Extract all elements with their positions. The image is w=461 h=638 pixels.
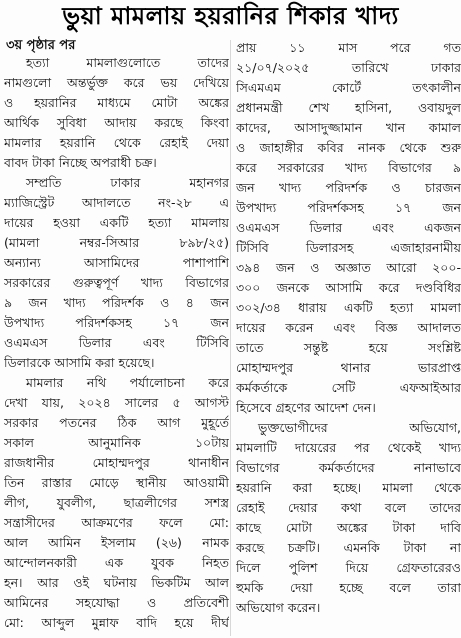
text-line: হন। আর ওই ঘটনায় ভিকটিম আল (4, 575, 229, 590)
text-line: সন্ত্রাসীদের আক্রমণের ফলে মো: (4, 515, 229, 530)
text-line: করে সরকারের খাদ্য বিভাগের ৯ (236, 160, 461, 175)
text-line: মামলাটি দায়েরের পর থেকেই খাদ্য (236, 440, 461, 455)
text-line: ম্যাজিস্ট্রেট আদালতে নং-২৮ এ (4, 195, 229, 210)
text-line: মোহাম্মদপুর থানার ভারপ্রাপ্ত (236, 360, 461, 375)
text-line: জন খাদ্য পরিদর্শক ও চারজন (236, 180, 461, 195)
text-line: হত্যা মামলাগুলোতে তাদের (26, 55, 229, 70)
text-line: ও জাহাঙ্গীর কবির নানক থেকে শুরু (236, 140, 461, 155)
text-line: ডিলারকে আসামি করা হয়েছে। (4, 355, 155, 370)
text-line: প্রধানমন্ত্রী শেখ হাসিনা, ওবায়দুল (236, 100, 461, 115)
text-line: সম্প্রতি ঢাকার মহানগর (26, 175, 229, 190)
text-line: বাবদ টাকা নিচ্ছে অপরাধী চক্র। (4, 155, 157, 170)
text-line: তিন রাস্তার মোড়ে স্থানীয় আওয়ামী (4, 475, 229, 490)
text-line: হুমকি দেয়া হচ্ছে বলে তারা (236, 580, 461, 595)
paragraph (4, 173, 229, 373)
text-line: লীগ, যুবলীগ, ছাত্রলীগের সশস্ত্র (4, 495, 229, 510)
text-line: দিলে পুলিশ দিয়ে গ্রেফতারেরও (236, 560, 461, 575)
headline: ভুয়া মামলায় হয়রানির শিকার খাদ্য (62, 2, 399, 30)
text-line: তাতে সন্তুষ্ট হয়ে সংশ্লিষ্ট (236, 340, 461, 355)
text-line: ২১/০৭/২০২৫ তারিখে ঢাকার (236, 60, 461, 75)
text-line: অভিযোগ করেন। (236, 600, 321, 615)
text-line: উপখাদ্য পরিদর্শকসহ ১৭ জন (4, 315, 229, 330)
right-column-body (236, 38, 461, 618)
text-line: কাছে মোটা অঙ্কের টাকা দাবি (236, 520, 461, 535)
text-line: দায়ের হওয়া একটি হত্যা মামলায় (4, 215, 229, 230)
right-column (236, 38, 461, 618)
continuation-kicker: ৩য় পৃষ্ঠার পর (6, 38, 76, 53)
text-line: সকাল আনুমানিক ১০টায় (4, 435, 229, 450)
text-line: (মামলা নম্বর-সিআর ৮৯৮/২৫) (4, 235, 229, 250)
text-line: ওএমএস ডিলার এবং টিসিবি (4, 335, 229, 350)
text-line: রাজধানীর মোহাম্মদপুর থানাধীন (4, 455, 229, 470)
text-line: ৩০০ জনকে আসামি করে দণ্ডবিধির (236, 280, 461, 295)
text-line: টিসিবি ডিলারসহ এজাহারনামীয় (236, 240, 461, 255)
text-line: আর্থিক সুবিধা আদায় করছে কিংবা (4, 115, 229, 130)
text-line: আমিনের সহযোদ্ধা ও প্রতিবেশী (4, 595, 229, 610)
text-line: ওএমএস ডিলার এবং একজন (236, 220, 461, 235)
text-line: কাদের, আসাদুজ্জামান খান কামাল (236, 120, 461, 135)
text-line: ৩৯৪ জন ও অজ্ঞাত আরো ২০০- (236, 260, 461, 275)
text-line: অন্যান্য আসামিদের পাশাপাশি (4, 255, 229, 270)
text-line: রেহাই দেয়ার কথা বলে তাদের (236, 500, 461, 515)
text-line: সরকারের গুরুত্বপূর্ণ খাদ্য বিভাগের (4, 275, 229, 290)
text-line: হয়রানি করা হচ্ছে। মামলা থেকে (236, 480, 461, 495)
text-line: ভুক্তভোগীদের অভিযোগ, (258, 420, 461, 435)
text-line: ৩০২/৩৪ ধারায় একটি হত্যা মামলা (236, 300, 461, 315)
text-line: করছে চক্রটি। এমনকি টাকা না (236, 540, 461, 555)
text-line: নামগুলো অন্তর্ভুক্ত করে ভয় দেখিয়ে (4, 75, 229, 90)
text-line: দায়ের করেন এবং বিজ্ঞ আদালত (236, 320, 461, 335)
left-column (4, 38, 229, 633)
text-line: বিভাগের কর্মকর্তাদের নানাভাবে (236, 460, 461, 475)
text-line: হিসেবে গ্রহণের আদেশ দেন। (236, 400, 376, 415)
left-column-body (4, 53, 229, 633)
text-line: মো: আব্দুল মুন্নাফ বাদি হয়ে দীর্ঘ (4, 615, 229, 630)
text-line: মামলার হয়রানি থেকে রেহাই দেয়া (4, 135, 229, 150)
text-line: মামলার নথি পর্যালোচনা করে (26, 375, 229, 390)
paragraph (4, 53, 229, 173)
text-line: দেখা যায়, ২০২৪ সালের ৫ আগস্ট (4, 395, 229, 410)
text-line: সরকার পতনের ঠিক আগ মুহূর্তে (4, 415, 229, 430)
text-line: উপখাদ্য পরিদর্শকসহ ১৭ জন (236, 200, 461, 215)
text-line: আন্দোলনকারী এক যুবক নিহত (4, 555, 229, 570)
column-divider (230, 40, 231, 636)
paragraph (4, 373, 229, 633)
paragraph (236, 38, 461, 418)
text-line: প্রায় ১১ মাস পরে গত (236, 40, 461, 55)
paragraph (236, 418, 461, 618)
text-line: সিএমএম কোর্টে তৎকালীন (236, 80, 461, 95)
text-line: ৯ জন খাদ্য পরিদর্শক ও ৪ জন (4, 295, 229, 310)
text-line: ও হয়রানির মাধ্যমে মোটা অঙ্কের (4, 95, 229, 110)
text-line: কর্মকর্তাকে সেটি এফআইআর (236, 380, 461, 395)
text-line: আল আমিন ইসলাম (২৬) নামক (4, 535, 229, 550)
